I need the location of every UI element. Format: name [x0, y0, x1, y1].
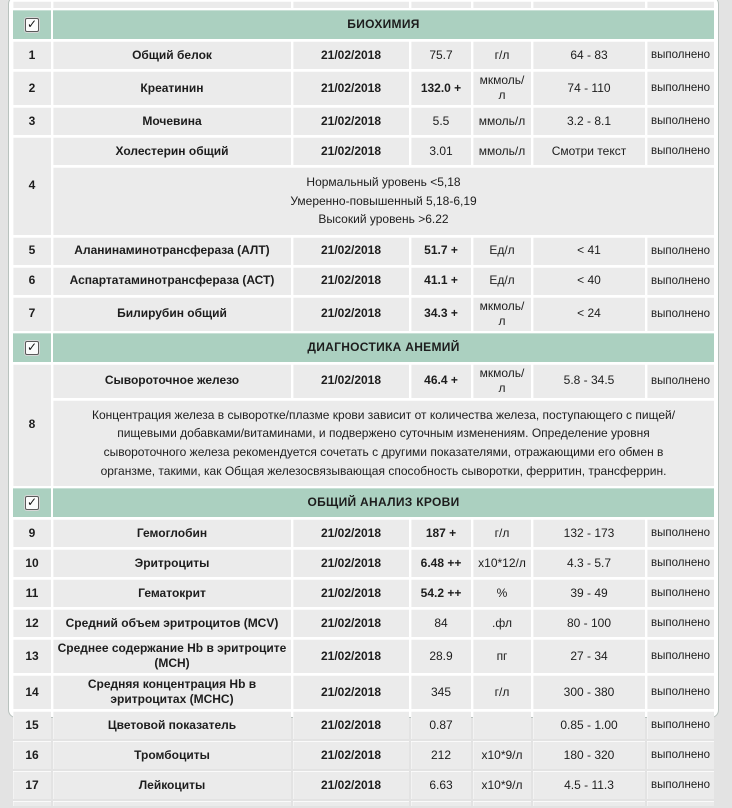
test-row	[13, 741, 714, 769]
stub-cell	[293, 801, 409, 806]
stub-cell	[53, 801, 291, 806]
test-name: Общий белок	[53, 41, 291, 69]
test-status: выполнено	[647, 41, 714, 69]
test-reference-range: 3.2 - 8.1	[533, 107, 645, 135]
test-status: выполнено	[647, 237, 714, 265]
row-number: 10	[13, 549, 51, 577]
test-name: Креатинин	[53, 71, 291, 105]
test-units: %	[473, 579, 531, 607]
test-result: 75.7	[411, 41, 471, 69]
section-checkbox[interactable]: ✓	[26, 17, 38, 31]
test-row	[13, 41, 714, 69]
row-number: 7	[13, 297, 51, 331]
section-header-row	[13, 333, 714, 362]
test-name: Цветовой показатель	[53, 711, 291, 739]
test-result: 28.9	[411, 639, 471, 673]
row-number: 2	[13, 71, 51, 105]
row-number: 14	[13, 675, 51, 709]
test-row	[13, 609, 714, 637]
note-line: Нормальный уровень <5,18	[306, 175, 461, 189]
section-title: ОБЩИЙ АНАЛИЗ КРОВИ	[53, 488, 714, 517]
test-status: выполнено	[647, 741, 714, 769]
stub-cell	[473, 1, 531, 8]
test-name: Аспартатаминотрансфераза (АСТ)	[53, 267, 291, 295]
test-result: 3.01	[411, 137, 471, 165]
test-result: 5.5	[411, 107, 471, 135]
test-date: 21/02/2018	[293, 364, 409, 398]
test-row	[13, 137, 714, 165]
test-reference-range: < 24	[533, 297, 645, 331]
test-reference-range: 64 - 83	[533, 41, 645, 69]
test-units: Ед/л	[473, 237, 531, 265]
test-status: выполнено	[647, 771, 714, 799]
test-date: 21/02/2018	[293, 771, 409, 799]
test-result: 132.0 +	[411, 71, 471, 105]
test-status: выполнено	[647, 579, 714, 607]
section-header-row	[13, 10, 714, 39]
table-stub-row	[13, 1, 714, 8]
test-name: Билирубин общий	[53, 297, 291, 331]
test-units: пг	[473, 639, 531, 673]
test-units: г/л	[473, 41, 531, 69]
test-name: Гематокрит	[53, 579, 291, 607]
test-units: мкмоль/л	[473, 71, 531, 105]
note-line: Концентрация железа в сыворотке/плазме крови зависит от количества железа, поступающего с пищей/пищевыми добавками/витаминами, и подвержено суточным изменениям. Определение уровня сывороточного железа рекомендуется сочетать с другими показателями, отражающими его обмен в органзме, такими, как Общая железосвязывающая способность сыворотки, ферритин, трансферрин.	[91, 407, 676, 478]
test-units: х10*12/л	[473, 549, 531, 577]
row-number: 5	[13, 237, 51, 265]
test-reference-range: < 40	[533, 267, 645, 295]
test-date: 21/02/2018	[293, 711, 409, 739]
section-title: ДИАГНОСТИКА АНЕМИЙ	[53, 333, 714, 362]
stub-cell	[647, 801, 714, 806]
section-checkbox[interactable]: ✓	[26, 495, 38, 510]
test-note-row	[13, 167, 714, 235]
test-status: выполнено	[647, 297, 714, 331]
test-result: 6.48 ++	[411, 549, 471, 577]
test-units: х10*9/л	[473, 741, 531, 769]
test-result: 41.1 +	[411, 267, 471, 295]
results-table-body	[13, 1, 714, 806]
stub-cell	[647, 1, 714, 8]
test-name: Тромбоциты	[53, 741, 291, 769]
section-checkbox-cell	[13, 488, 51, 517]
section-title: БИОХИМИЯ	[53, 10, 714, 39]
test-units: мкмоль/л	[473, 297, 531, 331]
test-result: 34.3 +	[411, 297, 471, 331]
test-reference-range: 74 - 110	[533, 71, 645, 105]
test-name: Средний объем эритроцитов (MCV)	[53, 609, 291, 637]
test-result: 345	[411, 675, 471, 709]
test-date: 21/02/2018	[293, 609, 409, 637]
test-units	[473, 711, 531, 739]
results-panel	[8, 0, 719, 792]
section-checkbox[interactable]: ✓	[26, 339, 38, 354]
row-number: 13	[13, 639, 51, 673]
test-date: 21/02/2018	[293, 107, 409, 135]
test-name: Среднее содержание Hb в эритроците (MCH)	[53, 639, 291, 673]
test-reference-range: 4.5 - 11.3	[533, 771, 645, 799]
note-line: Умеренно-повышенный 5,18-6,19	[290, 193, 477, 208]
test-result: 212	[411, 741, 471, 769]
test-row	[13, 107, 714, 135]
test-name: Лейкоциты	[53, 771, 291, 799]
test-units: мкмоль/л	[473, 364, 531, 398]
stub-cell	[13, 801, 51, 806]
stub-cell	[293, 1, 409, 8]
section-checkbox-cell	[13, 10, 51, 39]
test-date: 21/02/2018	[293, 267, 409, 295]
test-row	[13, 297, 714, 331]
row-number: 17	[13, 771, 51, 799]
stub-cell	[53, 1, 291, 8]
test-row	[13, 675, 714, 709]
test-reference-range: < 41	[533, 237, 645, 265]
row-number: 8	[13, 364, 51, 486]
stub-cell	[473, 801, 531, 806]
stub-cell	[411, 801, 471, 806]
test-units: ммоль/л	[473, 137, 531, 165]
stub-cell	[13, 1, 51, 8]
test-reference-range: 180 - 320	[533, 741, 645, 769]
test-row	[13, 519, 714, 547]
note-line: Высокий уровень >6.22	[318, 212, 449, 227]
test-row	[13, 71, 714, 105]
test-note-row	[13, 400, 714, 486]
test-reference-range: 4.3 - 5.7	[533, 549, 645, 577]
test-status: выполнено	[647, 519, 714, 547]
test-status: выполнено	[647, 711, 714, 739]
test-reference-range: 5.8 - 34.5	[533, 364, 645, 398]
test-result: 46.4 +	[411, 364, 471, 398]
test-status: выполнено	[647, 549, 714, 577]
test-status: выполнено	[647, 267, 714, 295]
test-units: г/л	[473, 519, 531, 547]
test-units: г/л	[473, 675, 531, 709]
row-number: 1	[13, 41, 51, 69]
test-result: 51.7 +	[411, 237, 471, 265]
test-row	[13, 267, 714, 295]
test-row	[13, 639, 714, 673]
test-row	[13, 364, 714, 398]
test-result: 187 +	[411, 519, 471, 547]
test-date: 21/02/2018	[293, 579, 409, 607]
test-date: 21/02/2018	[293, 41, 409, 69]
test-date: 21/02/2018	[293, 549, 409, 577]
test-reference-range: 300 - 380	[533, 675, 645, 709]
test-row	[13, 771, 714, 799]
test-reference-range: 39 - 49	[533, 579, 645, 607]
test-date: 21/02/2018	[293, 237, 409, 265]
test-units: ммоль/л	[473, 107, 531, 135]
test-row	[13, 237, 714, 265]
stub-cell	[533, 801, 645, 806]
row-number: 11	[13, 579, 51, 607]
stub-cell	[411, 1, 471, 8]
test-status: выполнено	[647, 364, 714, 398]
test-date: 21/02/2018	[293, 675, 409, 709]
test-name: Сывороточное железо	[53, 364, 291, 398]
test-reference-range: 27 - 34	[533, 639, 645, 673]
test-name: Мочевина	[53, 107, 291, 135]
test-date: 21/02/2018	[293, 297, 409, 331]
note-text	[53, 400, 714, 486]
test-name: Гемоглобин	[53, 519, 291, 547]
test-result: 54.2 ++	[411, 579, 471, 607]
test-name: Холестерин общий	[53, 137, 291, 165]
test-result: 0.87	[411, 711, 471, 739]
section-checkbox-cell	[13, 333, 51, 362]
test-status: выполнено	[647, 609, 714, 637]
test-status: выполнено	[647, 675, 714, 709]
test-date: 21/02/2018	[293, 741, 409, 769]
test-status: выполнено	[647, 107, 714, 135]
test-result: 84	[411, 609, 471, 637]
test-reference-range: 0.85 - 1.00	[533, 711, 645, 739]
test-date: 21/02/2018	[293, 137, 409, 165]
test-units: Ед/л	[473, 267, 531, 295]
lab-results-table	[11, 0, 716, 808]
note-text	[53, 167, 714, 235]
row-number: 3	[13, 107, 51, 135]
test-date: 21/02/2018	[293, 639, 409, 673]
test-status: выполнено	[647, 639, 714, 673]
test-reference-range: 80 - 100	[533, 609, 645, 637]
test-row	[13, 579, 714, 607]
test-date: 21/02/2018	[293, 71, 409, 105]
test-row	[13, 549, 714, 577]
test-status: выполнено	[647, 71, 714, 105]
test-status: выполнено	[647, 137, 714, 165]
test-units: х10*9/л	[473, 771, 531, 799]
test-name: Аланинаминотрансфераза (АЛТ)	[53, 237, 291, 265]
row-number: 16	[13, 741, 51, 769]
test-units: .фл	[473, 609, 531, 637]
row-number: 4	[13, 137, 51, 235]
row-number: 9	[13, 519, 51, 547]
test-row	[13, 711, 714, 739]
row-number: 12	[13, 609, 51, 637]
section-header-row	[13, 488, 714, 517]
test-date: 21/02/2018	[293, 519, 409, 547]
test-name: Средняя концентрация Hb в эритроцитах (MCHC)	[53, 675, 291, 709]
test-name: Эритроциты	[53, 549, 291, 577]
row-number: 15	[13, 711, 51, 739]
row-number: 6	[13, 267, 51, 295]
test-reference-range: Смотри текст	[533, 137, 645, 165]
table-stub-bottom-row	[13, 801, 714, 806]
test-result: 6.63	[411, 771, 471, 799]
test-reference-range: 132 - 173	[533, 519, 645, 547]
stub-cell	[533, 1, 645, 8]
